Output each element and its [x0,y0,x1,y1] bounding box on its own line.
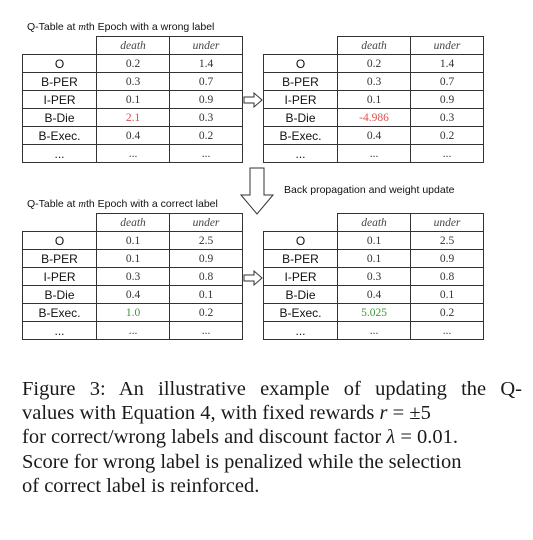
q-table-correct-before [22,213,243,340]
q-value-cell: ... [411,145,484,163]
q-table-wrong-before [22,36,243,163]
table-row [264,55,484,73]
q-value-cell: 0.7 [170,73,243,91]
row-label: B-PER [264,73,338,91]
column-header: death [338,214,411,232]
q-value-cell: 0.1 [411,286,484,304]
table-row [23,91,243,109]
caption-line: Score for wrong label is penalized while the selection [22,450,462,473]
q-value-cell: 0.8 [170,268,243,286]
q-value-cell: 0.1 [97,250,170,268]
row-label: B-PER [23,250,97,268]
caption-line: Figure 3: An illustrative example of updating the Q- [22,378,522,400]
column-header: under [170,214,243,232]
row-label: O [23,232,97,250]
q-value-cell: 0.4 [338,127,411,145]
caption-text: = 0.01. [395,426,459,449]
row-label: B-Exec. [23,127,97,145]
row-label: B-PER [23,73,97,91]
column-header: death [338,37,411,55]
q-value-cell: 0.3 [338,73,411,91]
q-value-cell: 0.9 [411,250,484,268]
column-header: under [170,37,243,55]
title-text: th Epoch with a wrong label [85,21,215,33]
right-arrow-icon [243,92,263,108]
caption-line: of correct label is reinforced. [22,474,260,497]
table-row [23,55,243,73]
caption-line [22,401,522,425]
q-value-cell: -4.986 [338,109,411,127]
row-label: B-Exec. [23,304,97,322]
caption-math: r [379,402,388,425]
q-value-cell: 0.3 [411,109,484,127]
table-row [264,109,484,127]
q-value-cell: 2.1 [97,109,170,127]
q-value-cell: 0.3 [97,73,170,91]
down-arrow-icon [240,167,274,215]
q-value-cell: 0.2 [411,127,484,145]
table-row [264,232,484,250]
q-value-cell: ... [411,322,484,340]
table-row [23,127,243,145]
q-table-wrong-after [263,36,484,163]
row-label: ... [264,145,338,163]
table-row [264,145,484,163]
table-row [23,145,243,163]
q-value-cell: 0.2 [170,304,243,322]
row-label: O [264,232,338,250]
q-table-correct-after [263,213,484,340]
q-value-cell: 0.7 [411,73,484,91]
column-header: death [97,214,170,232]
row-label: B-PER [264,250,338,268]
table-row [23,232,243,250]
table-row [264,91,484,109]
q-value-cell: 0.1 [338,91,411,109]
column-header: under [411,214,484,232]
caption-text: = ±5 [387,402,431,425]
wrong-label-table-title [27,21,214,33]
q-value-cell: 0.4 [97,286,170,304]
table-header-row [264,214,484,232]
backprop-label: Back propagation and weight update [284,184,455,196]
correct-label-table-title [27,198,218,210]
q-value-cell: 5.025 [338,304,411,322]
caption-math: λ [386,426,396,449]
row-label: I-PER [23,91,97,109]
q-value-cell: 0.3 [97,268,170,286]
q-value-cell: 0.9 [411,91,484,109]
header-blank-cell [23,37,97,55]
q-value-cell: ... [170,145,243,163]
title-variable: m [78,199,86,210]
q-value-cell: 0.1 [170,286,243,304]
table-row [264,322,484,340]
q-value-cell: 2.5 [170,232,243,250]
right-arrow-icon [243,270,263,286]
row-label: ... [23,322,97,340]
q-value-cell: 0.9 [170,250,243,268]
q-value-cell: 0.2 [338,55,411,73]
table-row [23,109,243,127]
table-row [264,73,484,91]
q-value-cell: 0.1 [97,91,170,109]
table-header-row [23,214,243,232]
q-value-cell: 0.3 [170,109,243,127]
row-label: I-PER [264,268,338,286]
q-value-cell: 0.3 [338,268,411,286]
caption-text: for correct/wrong labels and discount factor [22,426,387,449]
q-value-cell: ... [97,145,170,163]
q-value-cell: 0.1 [338,232,411,250]
row-label: B-Die [264,286,338,304]
table-header-row [23,37,243,55]
table-row [23,322,243,340]
q-value-cell: ... [338,322,411,340]
q-value-cell: 0.2 [170,127,243,145]
q-value-cell: 0.4 [97,127,170,145]
q-value-cell: ... [97,322,170,340]
table-row [264,286,484,304]
table-row [23,304,243,322]
q-value-cell: 1.0 [97,304,170,322]
row-label: O [264,55,338,73]
caption-line [22,425,522,449]
q-value-cell: 0.1 [338,250,411,268]
column-header: under [411,37,484,55]
q-value-cell: ... [170,322,243,340]
q-value-cell: 0.1 [97,232,170,250]
title-text: Q-Table at [27,198,79,210]
title-text: th Epoch with a correct label [85,198,218,210]
row-label: ... [23,145,97,163]
row-label: I-PER [23,268,97,286]
row-label: B-Die [264,109,338,127]
q-value-cell: 0.2 [411,304,484,322]
table-row [264,268,484,286]
q-value-cell: 0.2 [97,55,170,73]
table-row [23,250,243,268]
row-label: B-Die [23,286,97,304]
table-row [23,286,243,304]
row-label: B-Exec. [264,127,338,145]
header-blank-cell [23,214,97,232]
caption-text: values with Equation 4, with fixed rewards [22,402,380,425]
row-label: ... [264,322,338,340]
table-row [264,127,484,145]
table-header-row [264,37,484,55]
q-value-cell: 2.5 [411,232,484,250]
header-blank-cell [264,37,338,55]
q-value-cell: 0.9 [170,91,243,109]
title-text: Q-Table at [27,21,79,33]
row-label: B-Exec. [264,304,338,322]
q-value-cell: 1.4 [170,55,243,73]
row-label: B-Die [23,109,97,127]
table-row [23,73,243,91]
table-row [264,304,484,322]
row-label: O [23,55,97,73]
q-value-cell: 0.8 [411,268,484,286]
figure-caption [22,377,522,498]
q-value-cell: ... [338,145,411,163]
row-label: I-PER [264,91,338,109]
header-blank-cell [264,214,338,232]
q-value-cell: 1.4 [411,55,484,73]
table-row [264,250,484,268]
column-header: death [97,37,170,55]
q-value-cell: 0.4 [338,286,411,304]
table-row [23,268,243,286]
title-variable: m [78,22,86,33]
